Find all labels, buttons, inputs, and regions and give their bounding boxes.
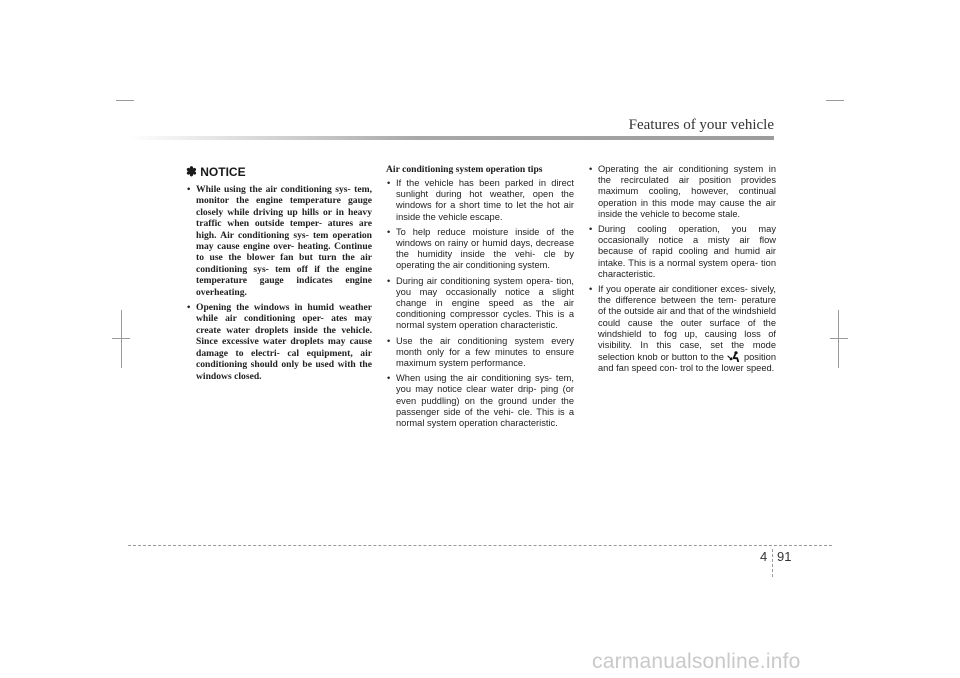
- crop-mark: [121, 310, 122, 368]
- crop-mark: [838, 310, 839, 368]
- list-item-text: Use the air conditioning system every month only for a few minutes to ensure maximum system performance.: [396, 335, 574, 369]
- list-item-text: While using the air conditioning sys- tem, monitor the engine temperature gauge closely while driving up hills or in heavy traffic when outside temper- atures are high. Air conditioning sys- tem operation may cause engine over- heating. Continue to use the blower fan but turn the air conditioning sys- tem off if the engine temperature gauge indicates engine overheating.: [196, 184, 372, 298]
- list-item-text: When using the air conditioning sys- tem, you may notice clear water drip- ping (or even puddling) on the ground under the passenger side of the vehi- cle. This is a normal system operation characteristic.: [396, 373, 574, 429]
- floor-mode-icon: [727, 351, 741, 362]
- list-item: [588, 224, 776, 280]
- section-number: 4: [760, 549, 768, 564]
- list-item: [386, 336, 574, 370]
- list-item: [588, 284, 776, 375]
- bullet: •: [589, 284, 593, 295]
- notice-column: [186, 164, 372, 386]
- footer-rule: [128, 545, 832, 546]
- tips-continued-column: [588, 164, 776, 379]
- bullet: •: [589, 224, 593, 235]
- tips-column: [386, 164, 574, 433]
- bullet: •: [589, 164, 593, 174]
- notice-star-icon: ✽: [186, 164, 197, 179]
- page-number-separator: [772, 549, 773, 577]
- list-item: [186, 184, 372, 298]
- notice-title: NOTICE: [200, 165, 246, 179]
- list-item-text: Opening the windows in humid weather while air conditioning oper- ates may create water droplets inside the vehicle. Since excessive water droplets may cause damage to electri- cal equipment, air conditioning should only be used with the windows closed.: [196, 302, 372, 382]
- list-item-text: To help reduce moisture inside of the windows on rainy or humid days, decrease the humidity inside the vehi- cle by operating the air conditioning system.: [396, 226, 574, 271]
- tips-continued-list: [588, 164, 776, 375]
- list-item-text: Operating the air conditioning system in the recirculated air position provides maximum cooling, however, continual operation in this mode may cause the air inside the vehicle to become stale.: [598, 164, 776, 219]
- crop-mark: [830, 338, 848, 339]
- list-item: [386, 178, 574, 223]
- list-item: [588, 164, 776, 220]
- list-item-text: position and fan speed con- trol to the lower speed.: [598, 352, 776, 374]
- bullet: •: [387, 373, 391, 384]
- crop-mark: [112, 338, 130, 339]
- list-item: [386, 227, 574, 272]
- watermark: carmanualsonline.info: [592, 650, 801, 673]
- bullet: •: [387, 275, 391, 286]
- list-item: [386, 276, 574, 332]
- bullet: •: [387, 335, 391, 346]
- notice-list: [186, 184, 372, 382]
- list-item: [186, 302, 372, 382]
- list-item-text: If the vehicle has been parked in direct sunlight during hot weather, open the windows for a short time to let the hot air inside the vehicle escape.: [396, 178, 574, 222]
- bullet: •: [387, 178, 391, 188]
- bullet: •: [187, 302, 191, 314]
- tips-heading: Air conditioning system operation tips: [386, 164, 543, 175]
- list-item-text: If you operate air conditioner exces- sively, the difference between the tem- perature of the outside air and that of the windshield could cause the outer surface of the windshield to fog up, causing loss of visibility. In this case, set the mode selection knob or button to the: [598, 284, 776, 363]
- tips-list: [386, 178, 574, 429]
- notice-heading: [186, 164, 372, 180]
- section-title: Features of your vehicle: [628, 117, 774, 133]
- list-item-text: During air conditioning system opera- tion, you may occasionally notice a slight change in engine speed as the air conditioning compressor cycles. This is a normal system operation characteristic.: [396, 275, 574, 331]
- crop-mark: [116, 100, 134, 101]
- crop-mark: [826, 100, 844, 101]
- page-number: 91: [777, 549, 792, 564]
- header-rule: [128, 136, 774, 140]
- list-item: [386, 373, 574, 429]
- list-item-text: During cooling operation, you may occasionally notice a misty air flow because of rapid cooling and humid air intake. This is a normal system opera- tion characteristic.: [598, 224, 776, 279]
- bullet: •: [187, 184, 191, 195]
- bullet: •: [387, 226, 391, 237]
